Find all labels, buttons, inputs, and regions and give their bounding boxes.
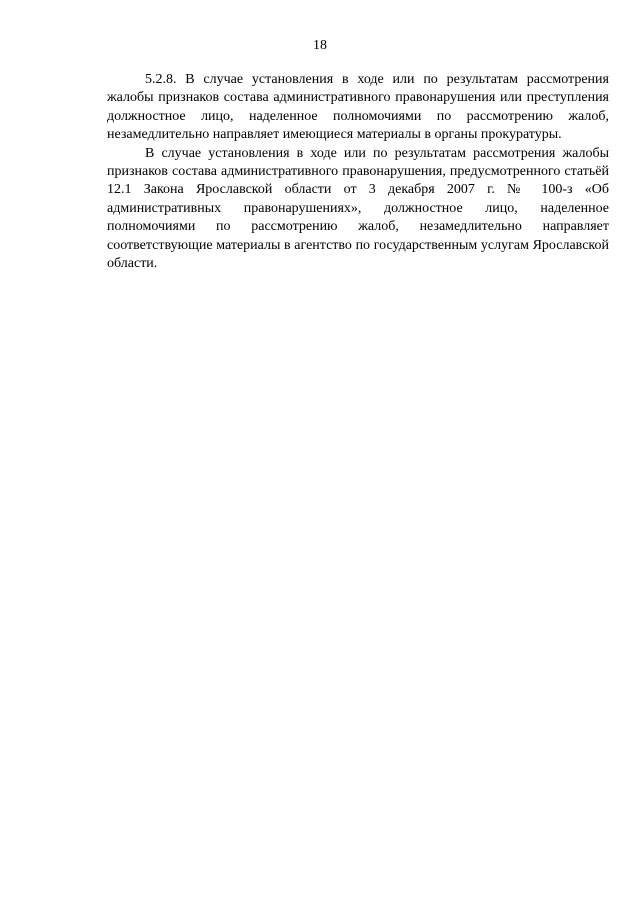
paragraph-5-2-8: 5.2.8. В случае установления в ходе или по результатам рассмотрения жалобы признаков состава административного правонарушения или преступления должностное лицо, наделенное полномочиями по рассмотрению жалоб, незамедлительно направляет имеющиеся материалы в органы прокуратуры. bbox=[107, 72, 609, 143]
paragraph-administrative-offense: В случае установления в ходе или по результатам рассмотрения жалобы признаков состава административного правонарушения, предусмотренного статьёй 12.1 Закона Ярославской области от 3 декабря 2007 г. № 100-з «Об административных правонарушениях», должностное лицо, наделенное полномочиями по рассмотрению жалоб, незамедлительно направляет соответствующие материалы в агентство по государственным услугам Ярославской области. bbox=[107, 145, 609, 272]
document-body bbox=[107, 71, 609, 273]
page-number: 18 bbox=[313, 38, 327, 53]
